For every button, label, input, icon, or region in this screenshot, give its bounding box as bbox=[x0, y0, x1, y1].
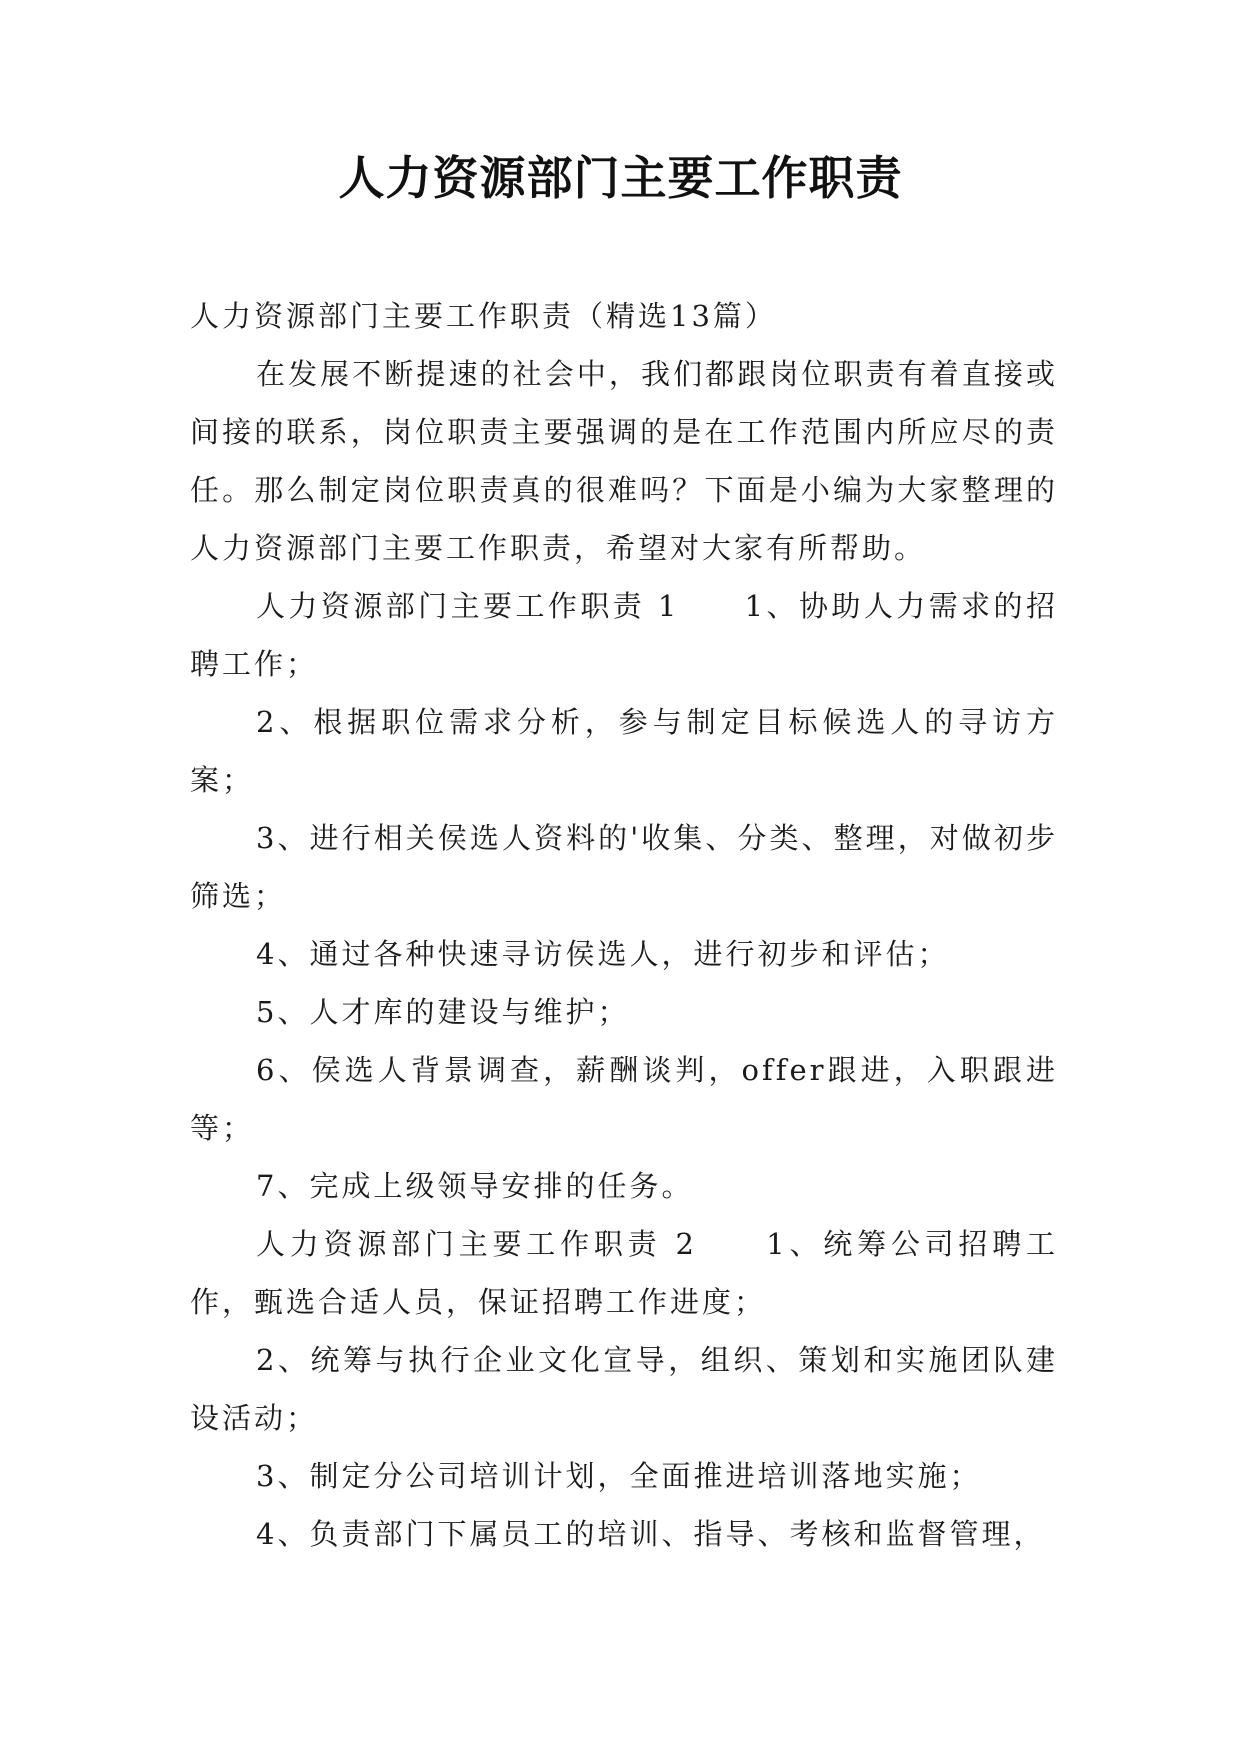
paragraph: 5、人才库的建设与维护； bbox=[256, 995, 630, 1029]
paragraph: 2、统筹与执行企业文化宣导，组织、策划和实施团队建设活动； bbox=[190, 1343, 1058, 1435]
paragraph: 2、根据职位需求分析，参与制定目标候选人的寻访方案； bbox=[190, 705, 1058, 797]
paragraph: 3、进行相关侯选人资料的'收集、分类、整理，对做初步筛选； bbox=[190, 821, 1058, 913]
paragraph: 3、制定分公司培训计划，全面推进培训落地实施； bbox=[256, 1459, 982, 1493]
document-title: 人力资源部门主要工作职责 bbox=[338, 151, 903, 205]
document-body bbox=[190, 287, 1058, 1563]
paragraph: 人力资源部门主要工作职责（精选13篇） bbox=[190, 299, 777, 333]
paragraph: 人力资源部门主要工作职责 1 1、协助人力需求的招聘工作； bbox=[190, 589, 1058, 681]
paragraph: 4、负责部门下属员工的培训、指导、考核和监督管理， bbox=[256, 1517, 1046, 1551]
paragraph: 4、通过各种快速寻访侯选人，进行初步和评估； bbox=[256, 937, 950, 971]
paragraph: 人力资源部门主要工作职责 2 1、统筹公司招聘工作，甄选合适人员，保证招聘工作进度； bbox=[190, 1227, 1058, 1319]
paragraph: 6、侯选人背景调查，薪酬谈判，offer跟进，入职跟进等； bbox=[190, 1053, 1058, 1145]
paragraph: 7、完成上级领导安排的任务。 bbox=[256, 1169, 694, 1203]
paragraph: 在发展不断提速的社会中，我们都跟岗位职责有着直接或间接的联系，岗位职责主要强调的是在工作范围内所应尽的责任。那么制定岗位职责真的很难吗？下面是小编为大家整理的人力资源部门主要工作职责，希望对大家有所帮助。 bbox=[190, 357, 1058, 565]
